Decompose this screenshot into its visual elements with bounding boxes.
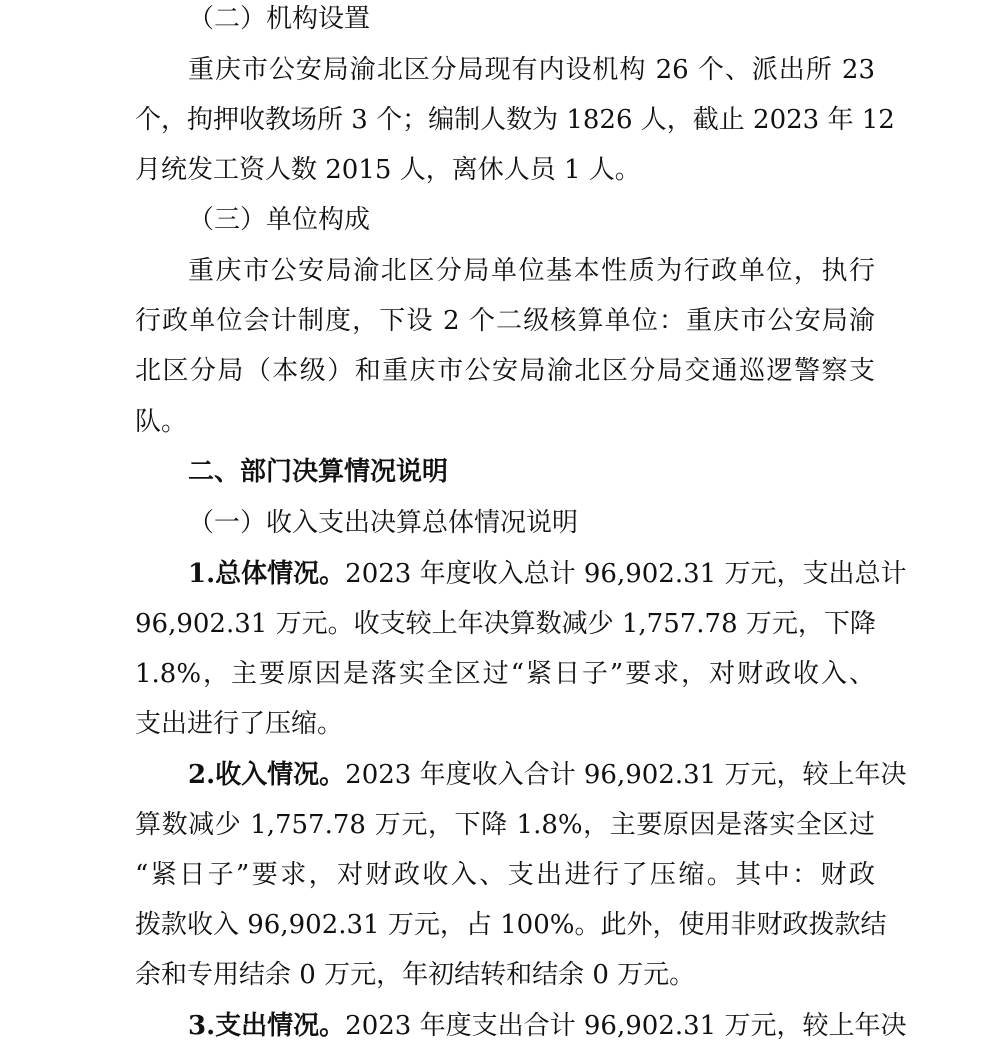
paragraph-line: 个，拘押收教场所 3 个；编制人数为 1826 人，截止 2023 年 12 <box>135 105 895 135</box>
part-heading-final-accounts: 二、部门决算情况说明 <box>188 457 449 487</box>
paragraph-line: 重庆市公安局渝北区分局现有内设机构 26 个、派出所 23 <box>188 55 875 85</box>
paragraph-text: 2023 年度收入合计 96,902.31 万元，较上年决 <box>345 760 907 790</box>
paragraph-line: 算数减少 1,757.78 万元，下降 1.8%，主要原因是落实全区过 <box>135 810 875 840</box>
paragraph-line: 96,902.31 万元。收支较上年决算数减少 1,757.78 万元，下降 <box>135 609 876 639</box>
paragraph-line: 月统发工资人数 2015 人，离休人员 1 人。 <box>135 155 641 185</box>
section-heading-institution-setup: （二）机构设置 <box>188 4 371 34</box>
paragraph-text: 2023 年度支出合计 96,902.31 万元，较上年决 <box>345 1011 907 1041</box>
paragraph-line-overall <box>188 557 907 591</box>
paragraph-line: 拨款收入 96,902.31 万元，占 100%。此外，使用非财政拨款结 <box>135 910 887 940</box>
paragraph-line: 支出进行了压缩。 <box>135 709 344 739</box>
item-label-income: 2.收入情况。 <box>188 760 346 790</box>
paragraph-line-income <box>188 758 907 792</box>
section-heading-unit-composition: （三）单位构成 <box>188 205 371 235</box>
paragraph-line: 重庆市公安局渝北区分局单位基本性质为行政单位，执行 <box>188 256 875 286</box>
paragraph-line: “紧日子”要求，对财政收入、支出进行了压缩。其中：财政 <box>135 860 875 890</box>
paragraph-line-expenditure <box>188 1009 907 1043</box>
item-label-expenditure: 3.支出情况。 <box>188 1011 346 1041</box>
section-heading-income-expenditure: （一）收入支出决算总体情况说明 <box>188 508 579 538</box>
paragraph-line: 余和专用结余 0 万元，年初结转和结余 0 万元。 <box>135 960 696 990</box>
paragraph-line: 北区分局（本级）和重庆市公安局渝北区分局交通巡逻警察支 <box>135 356 875 386</box>
item-label-overall: 1.总体情况。 <box>188 559 346 589</box>
paragraph-line: 1.8%，主要原因是落实全区过“紧日子”要求，对财政收入、 <box>135 659 875 689</box>
paragraph-line: 队。 <box>135 407 188 437</box>
paragraph-text: 2023 年度收入总计 96,902.31 万元，支出总计 <box>345 559 907 589</box>
paragraph-line: 行政单位会计制度，下设 2 个二级核算单位：重庆市公安局渝 <box>135 306 875 336</box>
